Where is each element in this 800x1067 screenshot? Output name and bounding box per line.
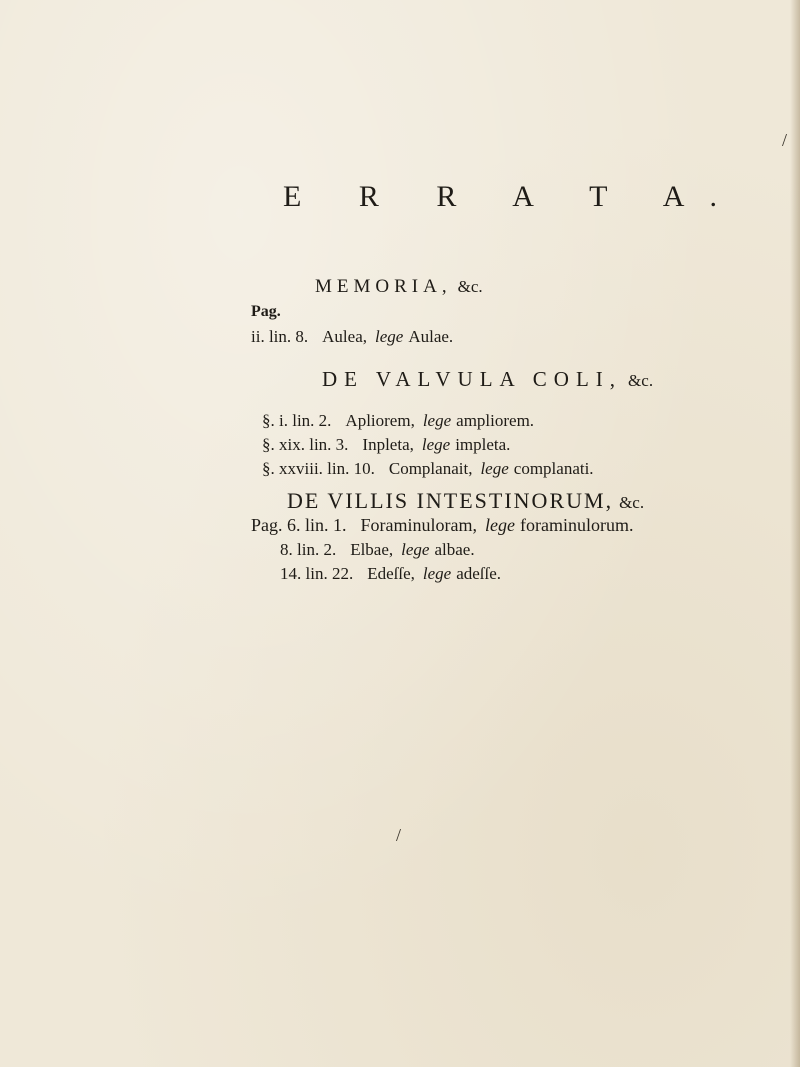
entry-reference: §. xxviii. lin. 10. — [262, 459, 375, 478]
page-mark: / — [396, 825, 402, 845]
page-title: E R R A T A. — [283, 180, 742, 213]
entry-wrong: Complanait, — [388, 459, 473, 478]
entry-reference: ii. lin. 8. — [251, 327, 309, 346]
entry-lege: lege — [480, 459, 509, 478]
entry-wrong: Edeſſe, — [367, 564, 415, 583]
entry-wrong: Aulea, — [322, 327, 367, 346]
entry-lege: lege — [375, 327, 404, 346]
entry-lege: lege — [401, 540, 430, 559]
section-heading-suffix: &c. — [619, 493, 645, 512]
entry-lege: lege — [422, 564, 452, 583]
entry-lege: lege — [421, 435, 451, 454]
section-heading-text: MEMORIA, — [315, 276, 452, 297]
entry-correct: impleta. — [455, 435, 511, 454]
entry-correct: ampliorem. — [456, 411, 535, 430]
entry-correct: albae. — [434, 540, 475, 559]
section-heading-villis — [287, 488, 644, 514]
section-heading-text: DE VILLIS INTESTINORUM, — [287, 488, 614, 513]
entry-wrong: Apliorem, — [345, 411, 415, 430]
entry-wrong: Elbae, — [350, 540, 394, 559]
entry-correct: foraminulorum. — [519, 515, 634, 535]
entry-lege: lege — [422, 411, 452, 430]
entry-reference: §. xix. lin. 3. — [262, 435, 349, 454]
errata-entry — [262, 411, 534, 431]
margin-mark: / — [782, 130, 788, 150]
section-heading-suffix: &c. — [457, 277, 483, 296]
errata-entry — [280, 540, 475, 560]
section-heading-text: DE VALVULA COLI, — [322, 367, 623, 391]
entry-reference: 14. lin. 22. — [280, 564, 354, 583]
section-heading-memoria — [315, 276, 483, 298]
errata-entry — [280, 564, 501, 584]
pag-label: Pag. — [251, 303, 281, 320]
section-heading-suffix: &c. — [628, 371, 654, 390]
errata-entry — [251, 515, 633, 536]
entry-correct: adeſſe. — [456, 564, 502, 583]
entry-wrong: Foraminuloram, — [360, 515, 477, 535]
entry-correct: complanati. — [513, 459, 594, 478]
errata-entry — [251, 327, 453, 347]
page-edge-shadow — [790, 0, 800, 1067]
entry-correct: Aulae. — [408, 327, 454, 346]
entry-reference: §. i. lin. 2. — [262, 411, 332, 430]
errata-entry — [262, 459, 594, 479]
entry-lege: lege — [485, 515, 515, 535]
entry-reference: Pag. 6. lin. 1. — [251, 515, 347, 535]
section-heading-valvula — [322, 367, 653, 392]
entry-wrong: Inpleta, — [362, 435, 414, 454]
entry-reference: 8. lin. 2. — [280, 540, 337, 559]
errata-entry — [262, 435, 510, 455]
